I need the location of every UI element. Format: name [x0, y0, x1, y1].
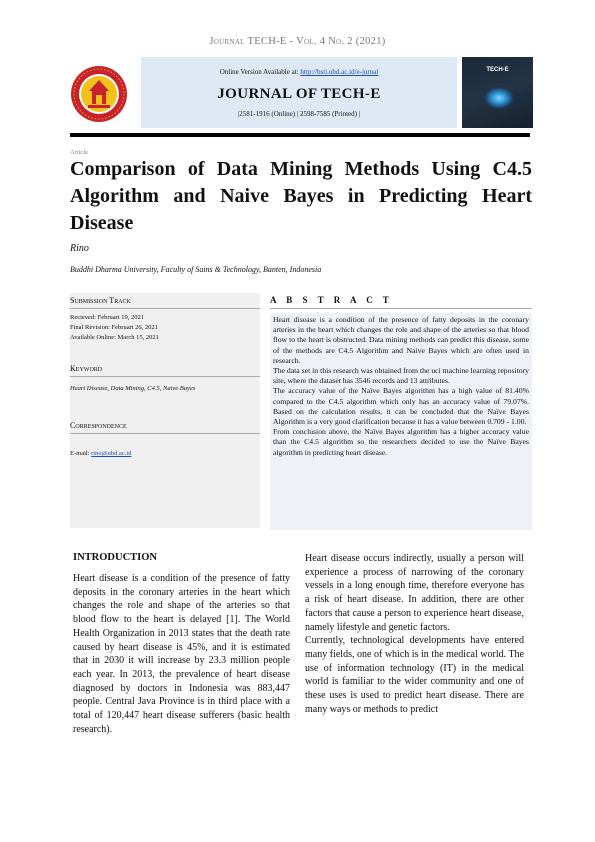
- cover-glow: [484, 87, 514, 109]
- cover-title: TECH-E: [486, 67, 509, 73]
- author-affiliation: Buddhi Dharma University, Faculty of Sains & Technology, Banten, Indonesia: [70, 265, 322, 274]
- keyword-heading: Keyword: [70, 364, 260, 377]
- issn-line: |2581-1916 (Online) | 2598-7585 (Printed) |: [237, 110, 361, 118]
- email-label: E-mail:: [70, 450, 92, 457]
- abstract-body: [270, 313, 532, 530]
- abstract-paragraph: The data set in this research was obtained from the uci machine learning repository site, where the dataset has 3546 records and 13 attributes.: [273, 366, 529, 386]
- abstract-paragraph: From conclusion above, the Naïve Bayes algorithm has a higher accuracy value than the C4.5 algorithm so the researchers decided to use the Naïve Bayes algorithm in predicting heart disease.: [273, 427, 529, 457]
- submission-track-heading: Submission Track: [70, 296, 260, 309]
- received-date: Recieved: Februari 19, 2021: [70, 314, 145, 321]
- keyword-section: [70, 364, 260, 395]
- correspondence-section: [70, 421, 260, 459]
- article-type-label: Article: [70, 149, 89, 156]
- online-date: Available Online: March 15, 2021: [70, 334, 159, 341]
- journal-banner: [141, 57, 457, 128]
- introduction-heading: INTRODUCTION: [73, 552, 158, 563]
- correspondence-email-line: [70, 449, 260, 459]
- author-name: Rino: [70, 243, 89, 254]
- online-prefix: Online Version Available at:: [219, 68, 301, 76]
- abstract-paragraph: The accuracy value of the Naïve Bayes algorithm has a high value of 81.40% compared to the C4.5 algorithm which only has an accuracy value of 79.07%. Based on the calculation results, it can be concluded that the Naïve Bayes Algorithm is a very good clarification because it has a value between 0.709 - 1.00.: [273, 386, 529, 427]
- article-title: Comparison of Data Mining Methods Using C4.5 Algorithm and Naive Bayes in Predicting Heart Disease: [70, 158, 532, 234]
- abstract-heading: A B S T R A C T: [270, 295, 532, 309]
- running-header: Journal TECH-E - Vol. 4 No. 2 (2021): [209, 36, 386, 47]
- introduction-paragraph: Heart disease occurs indirectly, usually a person will experience a process of narrowing of the coronary vessels in a long enough time, therefore everyone has a risk of heart disease. In addition, there are other factors that cause a person to experience heart disease, namely lifestyle and genetic factors.: [305, 553, 524, 633]
- submission-track: [70, 296, 260, 343]
- header-rule: [70, 133, 530, 137]
- right-column-text: [305, 552, 524, 716]
- abstract-paragraph: Heart disease is a condition of the presence of fatty deposits in the coronary arteries in the heart which changes the role and shape of the arteries so that blood flow to the heart is obstructed. Data mining methods can predict this disease, some of the methods are C4.5 Algorithm and Naive Bayes which are often used in research.: [273, 315, 529, 365]
- revision-date: Final Revision: Februari 26, 2021: [70, 324, 158, 331]
- email-link[interactable]: rino@ubd.ac.id: [91, 450, 132, 457]
- journal-name: JOURNAL OF TECH-E: [217, 86, 381, 102]
- introduction-paragraph: Currently, technological developments have entered many fields, one of which is in the medical world. The use of information technology (IT) in the medical world is familiar to the wider community and one of these uses is used to predict heart disease. There are many ways or methods to predict: [305, 635, 524, 715]
- university-logo: [70, 65, 128, 123]
- keyword-text: Heart Disease, Data Mining, C4.5, Naive Bayes: [70, 385, 196, 392]
- correspondence-heading: Correspondence: [70, 421, 260, 434]
- introduction-paragraph: Heart disease is a condition of the presence of fatty deposits in the coronary arteries in the heart which changes the role and shape of the arteries so that blood flow to the heart is delayed [1]. The World Health Organization in 2013 states that the death rate caused by heart disease is 45%, and it is estimated that in 2030 it will increase by 23.3 million people each year. In 2013, the prevalence of heart disease diagnosed by doctors in Indonesia was 883,447 people. Central Java Province is in third place with a total of 120,447 heart disease sufferers (basic health research).: [73, 573, 290, 735]
- online-version-line: [141, 68, 457, 76]
- journal-cover-image: [462, 57, 533, 128]
- journal-url-link[interactable]: http://bsti.ubd.ac.id/e-jurnal: [300, 68, 379, 76]
